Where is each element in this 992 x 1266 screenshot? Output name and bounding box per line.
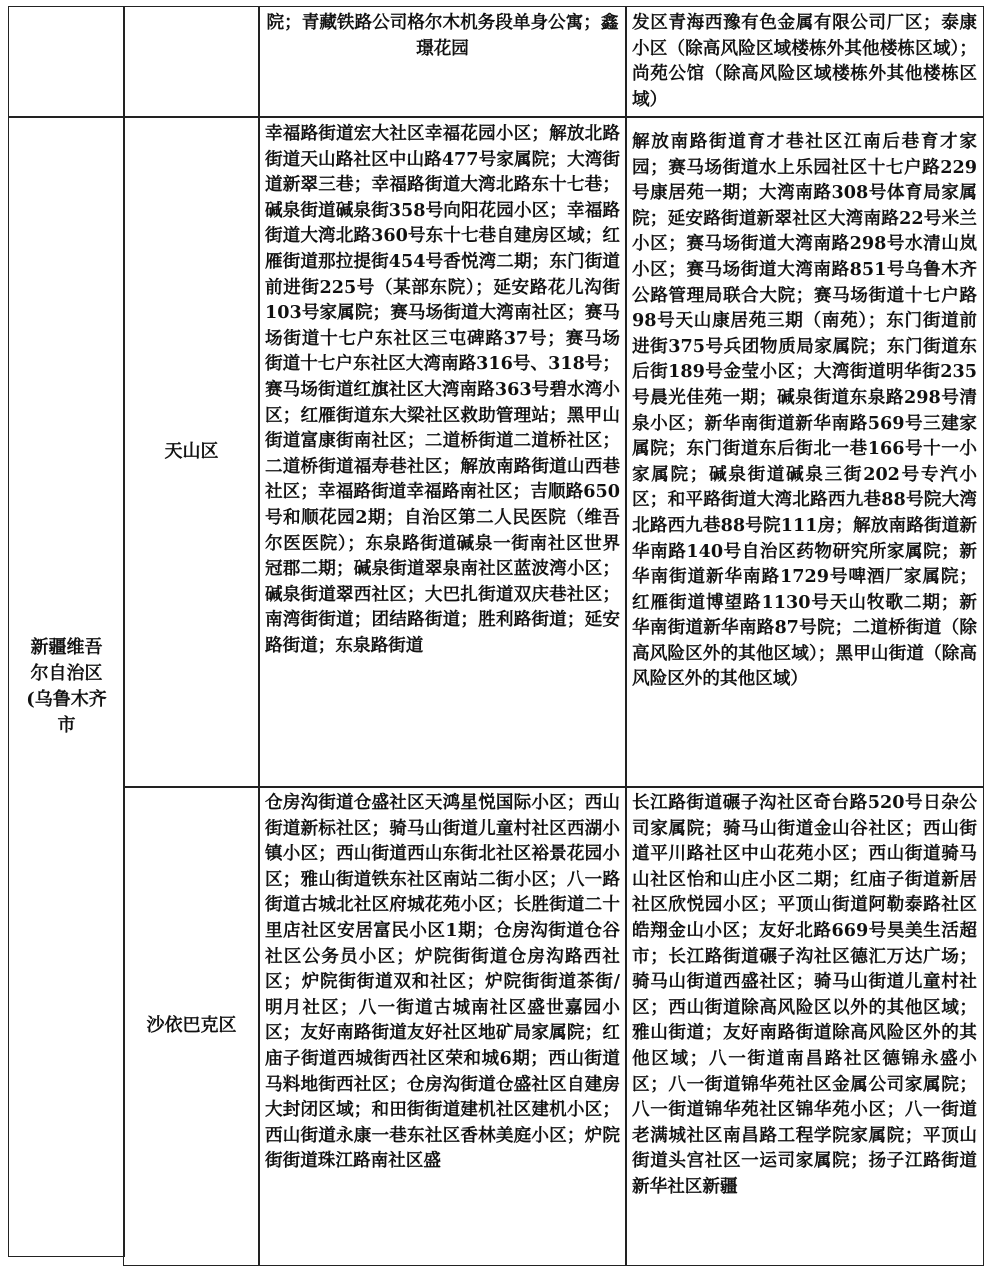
district-cell [123,116,260,788]
medium-risk-text: 院；青藏铁路公司格尔木机务段单身公寓；鑫璟花园 [266,12,619,59]
medium-risk-text: 仓房沟街道仓盛社区天鸿星悦国际小区；西山街道新标社区；骑马山街道儿童村社区西湖小镇小区；西山街道西山东街北社区裕景花园小区；雅山街道铁东社区南站二街小区；八一路街道古城北社区府城花苑小区；长胜街道二十里店社区安居富民小区1期；仓房沟街道仓谷社区公务员小区；炉院街街道仓房沟路西社区；炉院街街道双和社区；炉院街街道茶街/明月社区；八一街道古城南社区盛世嘉园小区；友好南路街道友好社区地矿局家属院；红庙子街道西城街西社区荣和城6期；西山街道马料地街西社区；仓房沟街道仓盛社区自建房大封闭区域；和田街街道建机社区建机小区；西山街道永康一巷东社区香林美庭小区；炉院街街道珠江路南社区盛 [265,792,620,1172]
table-row [8,6,984,118]
district-cell [123,6,260,118]
district-name: 天山区 [164,441,219,463]
district-cell [123,786,260,1266]
medium-risk-cell [258,786,627,1266]
medium-risk-cell [258,116,627,788]
medium-risk-cell [258,6,627,118]
region-cell [8,6,125,118]
low-risk-cell [625,116,984,788]
district-name: 沙依巴克区 [146,1015,237,1037]
table-row [8,116,984,788]
low-risk-cell [625,786,984,1266]
low-risk-cell [625,6,984,118]
low-risk-text: 发区青海西豫有色金属有限公司厂区；泰康小区（除高风险区域楼栋外其他楼栋区域）；尚苑公馆（除高风险区域楼栋外其他楼栋区域） [632,12,977,110]
low-risk-text: 长江路街道碾子沟社区奇台路520号日杂公司家属院；骑马山街道金山谷社区；西山街道平川路社区中山花苑小区；西山街道骑马山社区怡和山庄小区二期；红庙子街道新居社区欣悦园小区；平顶山街道阿勒泰路社区皓翔金山小区；友好北路669号昊美生活超市；长江路街道碾子沟社区德汇万达广场；骑马山街道西盛社区；骑马山街道儿童村社区；西山街道除高风险区以外的其他区域；雅山街道；友好南路街道除高风险区外的其他区域；八一街道南昌路社区德锦永盛小区；八一街道锦华苑社区金属公司家属院；八一街道锦华苑社区锦华苑小区；八一街道老满城社区南昌路工程学院家属院；平顶山街道头宫社区一运司家属院；扬子江路街道新华社区新疆 [632,792,977,1197]
low-risk-text: 解放南路街道育才巷社区江南后巷育才家园；赛马场街道水上乐园社区十七户路229号康居苑一期；大湾南路308号体育局家属院；延安路街道新翠社区大湾南路22号米兰小区；赛马场街道大湾南路298号水清山岚小区；赛马场街道大湾南路851号乌鲁木齐公路管理局联合大院；赛马场街道十七户路98号天山康居苑三期（南苑）；东门街道前进街375号兵团物质局家属院；东门街道东后街189号金莹小区；大湾街道明华街235号晨光佳苑一期；碱泉街道东泉路298号清泉小区；新华南街道新华南路569号三建家属院；东门街道东后街北一巷166号十一小家属院；碱泉街道碱泉三街202号专汽小区；和平路街道大湾北路西九巷88号院大湾北路西九巷88号院111房；解放南路街道新华南路140号自治区药物研究所家属院；新华南街道新华南路1729号啤酒厂家属院；红雁街道博望路1130号天山牧歌二期；新华南街道新华南路87号院；二道桥街道（除高风险区外的其他区域）；黑甲山街道（除高风险区外的其他区域） [632,131,977,690]
region-name: 新疆维吾尔自治区(乌鲁木齐市 [26,636,107,736]
medium-risk-text: 幸福路街道宏大社区幸福花园小区；解放北路街道天山路社区中山路477号家属院；大湾街道新翠三巷；幸福路街道大湾北路东十七巷；碱泉街道碱泉街358号向阳花园小区；幸福路街道大湾北路360号东十七巷自建房区域；红雁街道那拉提街454号香悦湾二期；东门街道前进街225号（某部东院）；延安路花儿沟街103号家属院；赛马场街道大湾南社区；赛马场街道十七户东社区三屯碑路37号；赛马场街道十七户东社区大湾南路316号、318号；赛马场街道红旗社区大湾南路363号碧水湾小区；红雁街道东大梁社区救助管理站；黑甲山街道富康街南社区；二道桥街道二道桥社区；二道桥街道福寿巷社区；解放南路街道山西巷社区；幸福路街道幸福路南社区；吉顺路650号和顺花园2期；自治区第二人民医院（维吾尔医医院）；东泉路街道碱泉一街南社区世界冠郡二期；碱泉街道翠泉南社区蓝波湾小区；碱泉街道翠西社区；大巴扎街道双庆巷社区；南湾街街道；团结路街道；胜利路街道；延安路街道；东泉路街道 [265,123,620,656]
table-row [8,786,984,1266]
